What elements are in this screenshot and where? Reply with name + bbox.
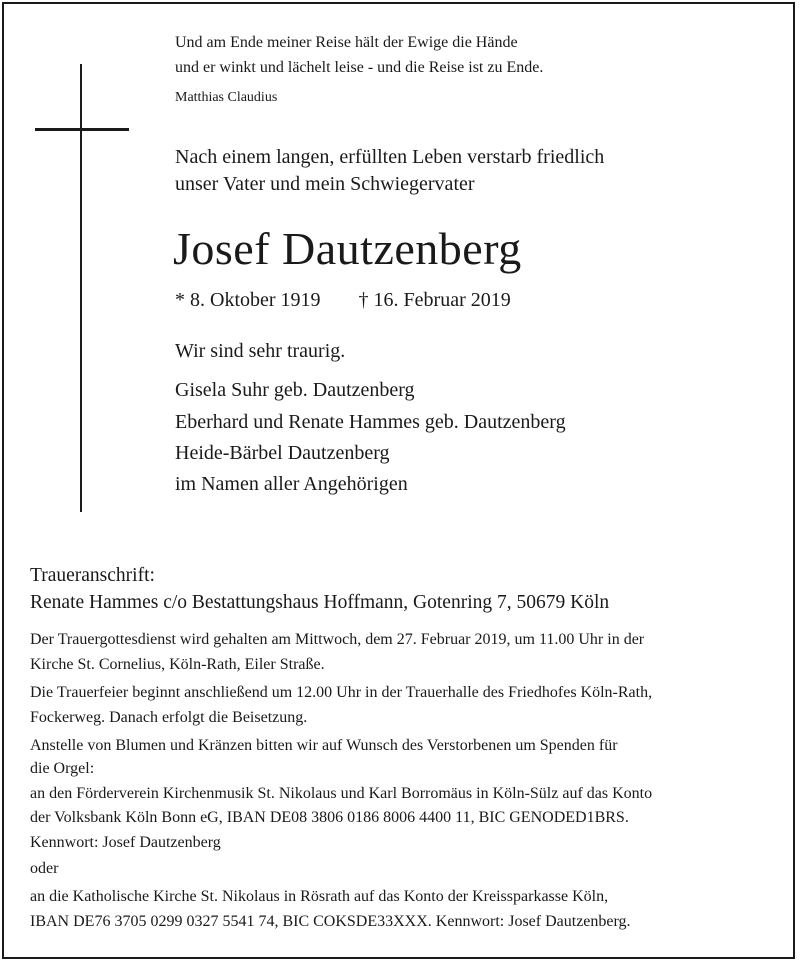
life-dates [175,289,511,312]
quote-author: Matthias Claudius [175,90,278,105]
detail-line: an die Katholische Kirche St. Nikolaus in Rösrath auf das Konto der Kreissparkasse Köln, [30,888,609,905]
mourner-name: Eberhard und Renate Hammes geb. Dautzenberg [175,411,566,433]
detail-line: der Volksbank Köln Bonn eG, IBAN DE08 3806 0186 8006 4400 11, BIC GENODED1BRS. [30,809,629,826]
deceased-name: Josef Dautzenberg [173,223,522,274]
death-date: † 16. Februar 2019 [358,289,511,311]
quote-line: und er winkt und lächelt leise - und die Reise ist zu Ende. [175,59,544,76]
detail-line: an den Förderverein Kirchenmusik St. Nikolaus und Karl Borromäus in Köln-Sülz auf das Konto [30,785,653,802]
detail-line: IBAN DE76 3705 0299 0327 5541 74, BIC COKSDE33XXX. Kennwort: Josef Dautzenberg. [30,913,631,930]
address-value: Renate Hammes c/o Bestattungshaus Hoffmann, Gotenring 7, 50679 Köln [30,592,610,613]
detail-line: oder [30,860,59,877]
intro-line: unser Vater und mein Schwiegervater [175,173,475,195]
mourner-name: Heide-Bärbel Dautzenberg [175,442,390,464]
address-label: Traueranschrift: [30,565,155,586]
intro-line: Nach einem langen, erfüllten Leben verstarb friedlich [175,146,605,168]
mourning-statement: Wir sind sehr traurig. [175,340,346,362]
detail-line: Der Trauergottesdienst wird gehalten am Mittwoch, dem 27. Februar 2019, um 11.00 Uhr in der [30,631,645,648]
mourner-name: Gisela Suhr geb. Dautzenberg [175,379,415,401]
birth-date: * 8. Oktober 1919 [175,289,321,311]
quote-line: Und am Ende meiner Reise hält der Ewige die Hände [175,34,518,51]
cross-icon-vertical [80,64,82,512]
detail-line: Die Trauerfeier beginnt anschließend um 12.00 Uhr in der Trauerhalle des Friedhofes Köln-Rath, [30,684,653,701]
detail-line: Fockerweg. Danach erfolgt die Beisetzung. [30,709,308,726]
cross-icon-horizontal [35,128,129,131]
detail-line: die Orgel: [30,760,95,777]
mourner-name: im Namen aller Angehörigen [175,473,408,495]
detail-line: Kennwort: Josef Dautzenberg [30,834,221,851]
detail-line: Anstelle von Blumen und Kränzen bitten wir auf Wunsch des Verstorbenen um Spenden für [30,737,618,754]
detail-line: Kirche St. Cornelius, Köln-Rath, Eiler Straße. [30,656,325,673]
